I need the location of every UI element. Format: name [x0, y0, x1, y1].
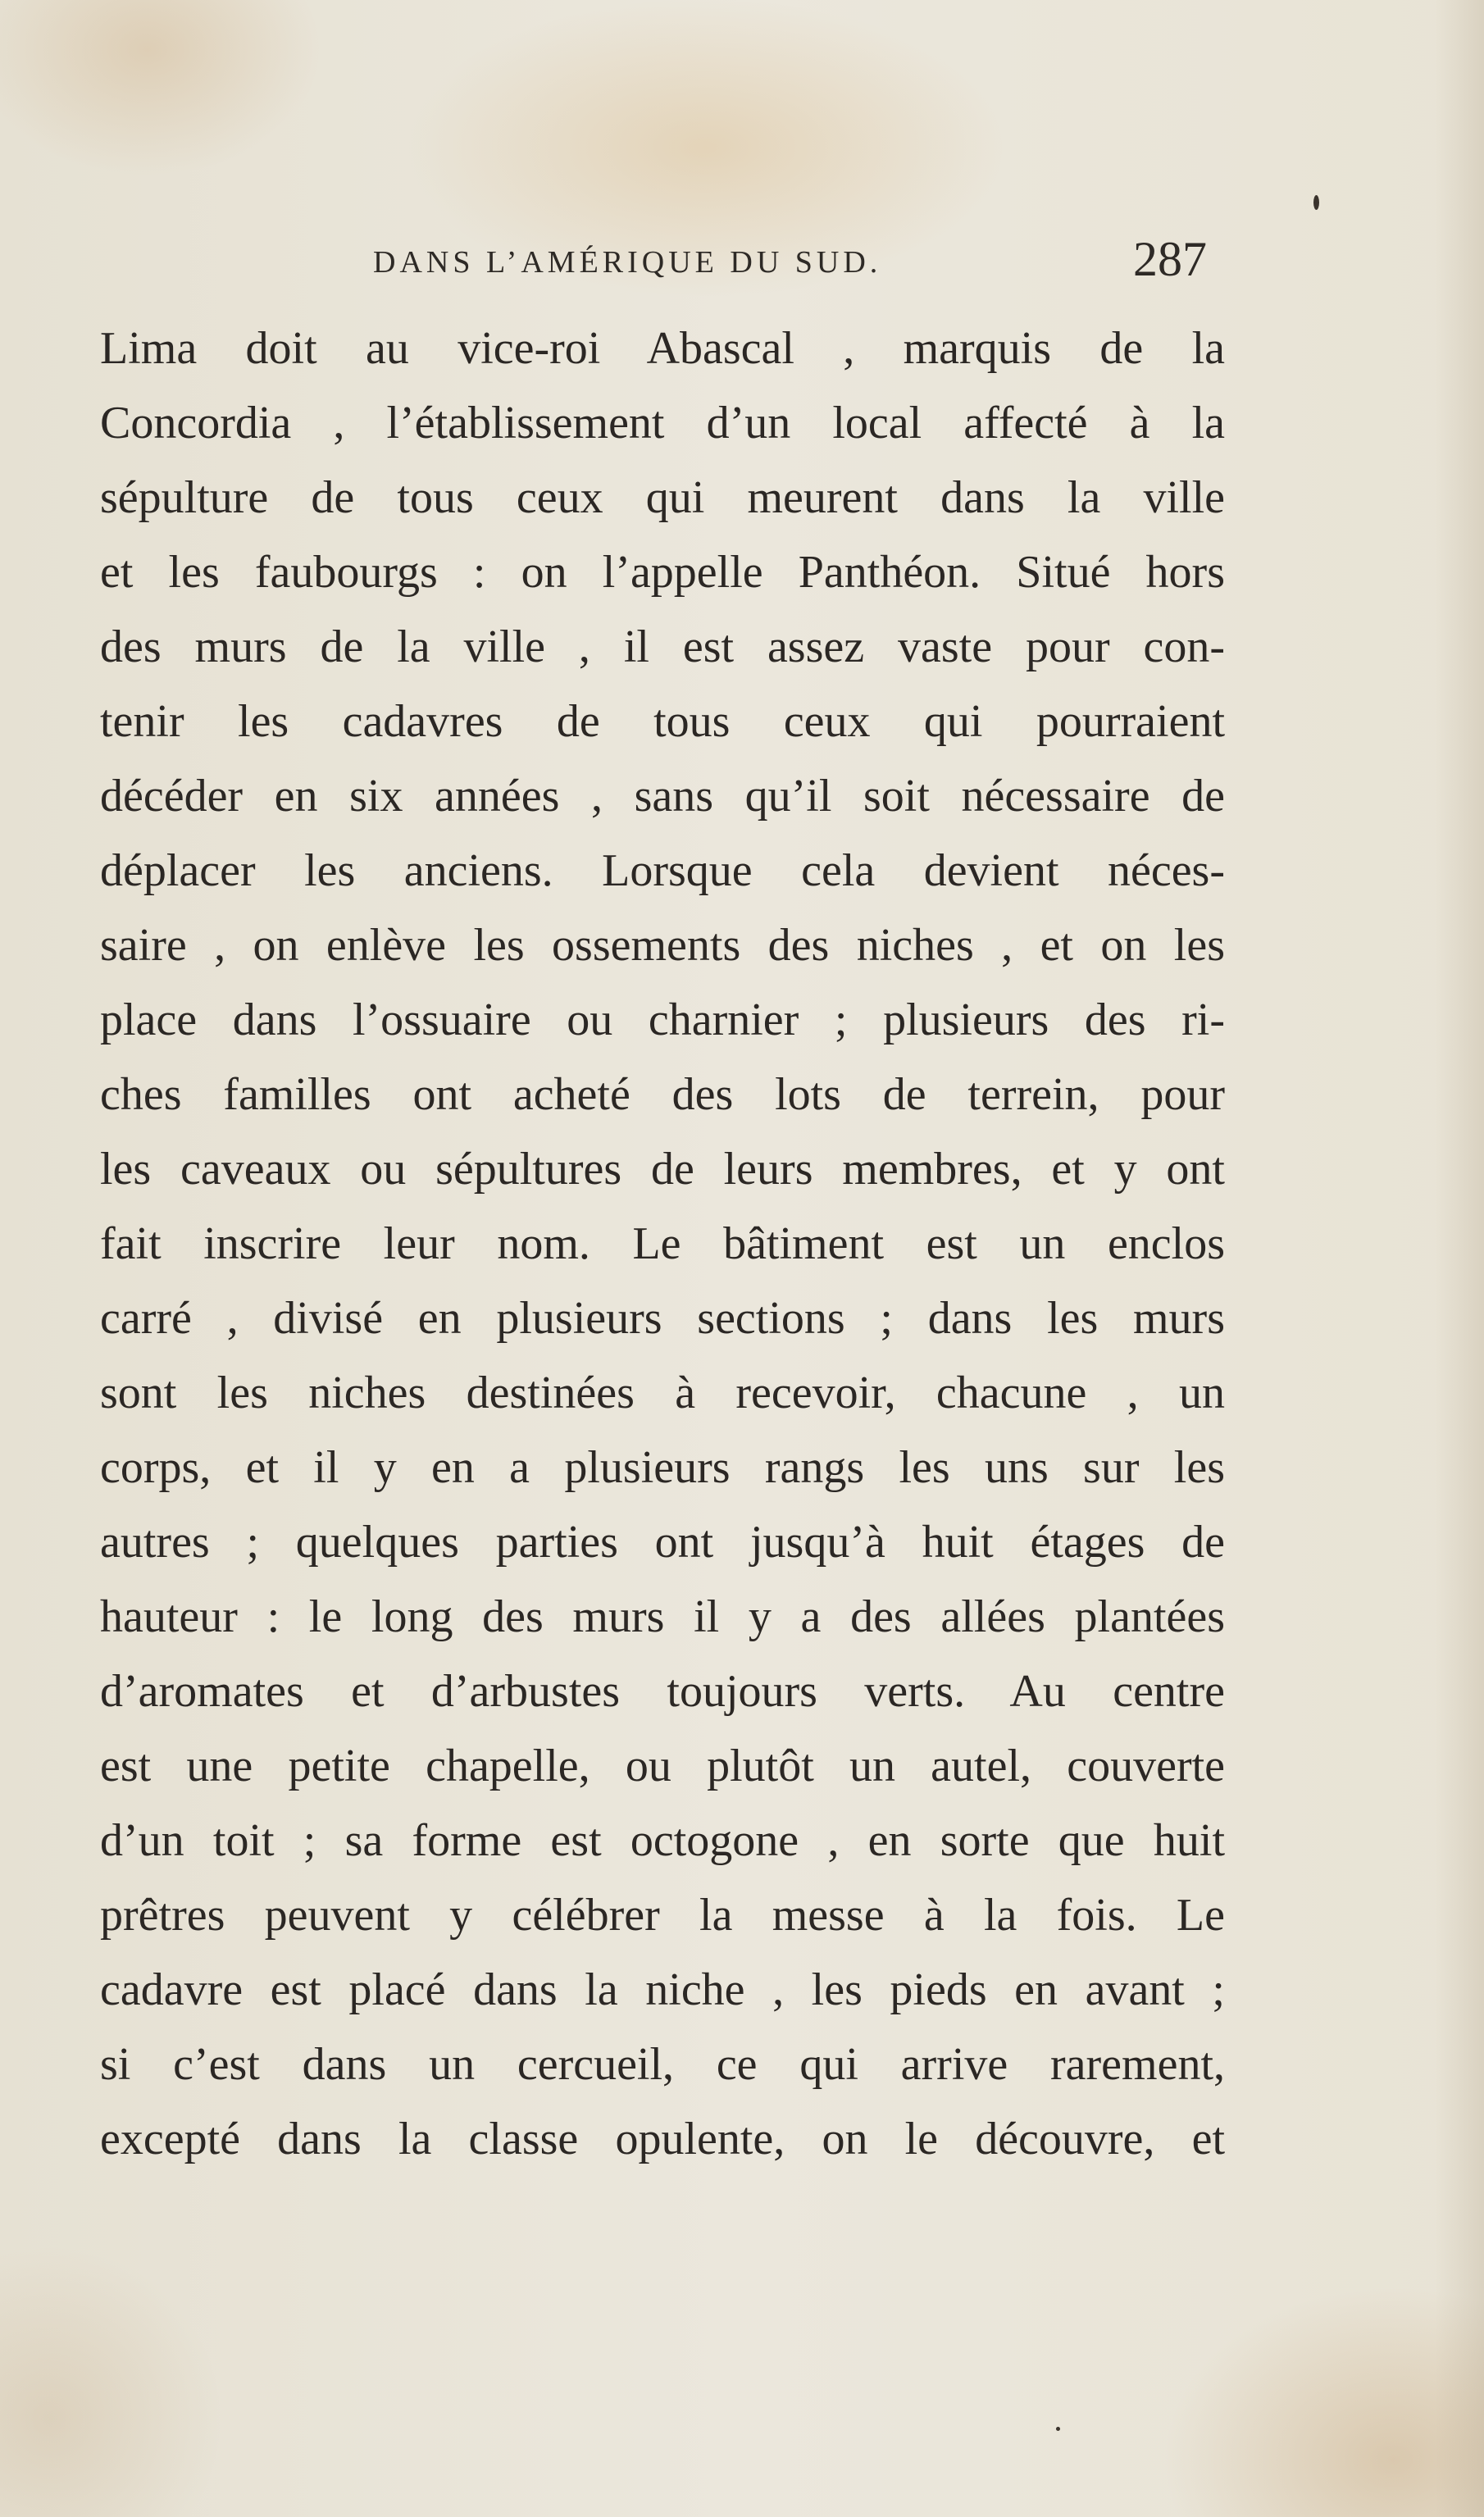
text-line: hauteur : le long des murs il y a des allées plantées [100, 1591, 1225, 1642]
text-line: excepté dans la classe opulente, on le découvre, et [100, 2114, 1225, 2164]
text-line: d’aromates et d’arbustes toujours verts. Au centre [100, 1666, 1225, 1717]
text-line: Lima doit au vice-roi Abascal , marquis de la [100, 323, 1225, 374]
page-number: 287 [1133, 232, 1207, 286]
text-line: carré , divisé en plusieurs sections ; dans les murs [100, 1293, 1225, 1344]
text-line: Concordia , l’établissement d’un local affecté à la [100, 398, 1225, 448]
text-line: sépulture de tous ceux qui meurent dans la ville [100, 472, 1225, 523]
running-title: DANS L’AMÉRIQUE DU SUD. [373, 245, 882, 280]
text-line: fait inscrire leur nom. Le bâtiment est un enclos [100, 1218, 1225, 1269]
text-line: corps, et il y en a plusieurs rangs les uns sur les [100, 1442, 1225, 1493]
text-line: place dans l’ossuaire ou charnier ; plusieurs des ri- [100, 995, 1225, 1045]
text-line: tenir les cadavres de tous ceux qui pourraient [100, 696, 1225, 747]
text-line: saire , on enlève les ossements des niches , et on les [100, 920, 1225, 971]
text-line: cadavre est placé dans la niche , les pieds en avant ; [100, 1964, 1225, 2015]
ink-speck [1056, 2427, 1060, 2431]
text-line: si c’est dans un cercueil, ce qui arrive rarement, [100, 2039, 1225, 2090]
page-edge-shadow [1435, 0, 1484, 2517]
text-line: les caveaux ou sépultures de leurs membres, et y ont [100, 1144, 1225, 1195]
text-line: ches familles ont acheté des lots de terrein, pour [100, 1069, 1225, 1120]
text-line: déplacer les anciens. Lorsque cela devient néces- [100, 845, 1225, 896]
text-line: prêtres peuvent y célébrer la messe à la fois. Le [100, 1890, 1225, 1941]
text-line: des murs de la ville , il est assez vaste pour con- [100, 621, 1225, 672]
body-text [100, 312, 1225, 2177]
text-line: est une petite chapelle, ou plutôt un autel, couverte [100, 1741, 1225, 1791]
text-line: sont les niches destinées à recevoir, chacune , un [100, 1368, 1225, 1418]
text-line: d’un toit ; sa forme est octogone , en sorte que huit [100, 1815, 1225, 1866]
text-line: décéder en six années , sans qu’il soit nécessaire de [100, 771, 1225, 822]
text-line: autres ; quelques parties ont jusqu’à huit étages de [100, 1517, 1225, 1568]
text-line: et les faubourgs : on l’appelle Panthéon. Situé hors [100, 547, 1225, 598]
running-head [0, 230, 1484, 295]
ink-speck [1313, 195, 1319, 210]
